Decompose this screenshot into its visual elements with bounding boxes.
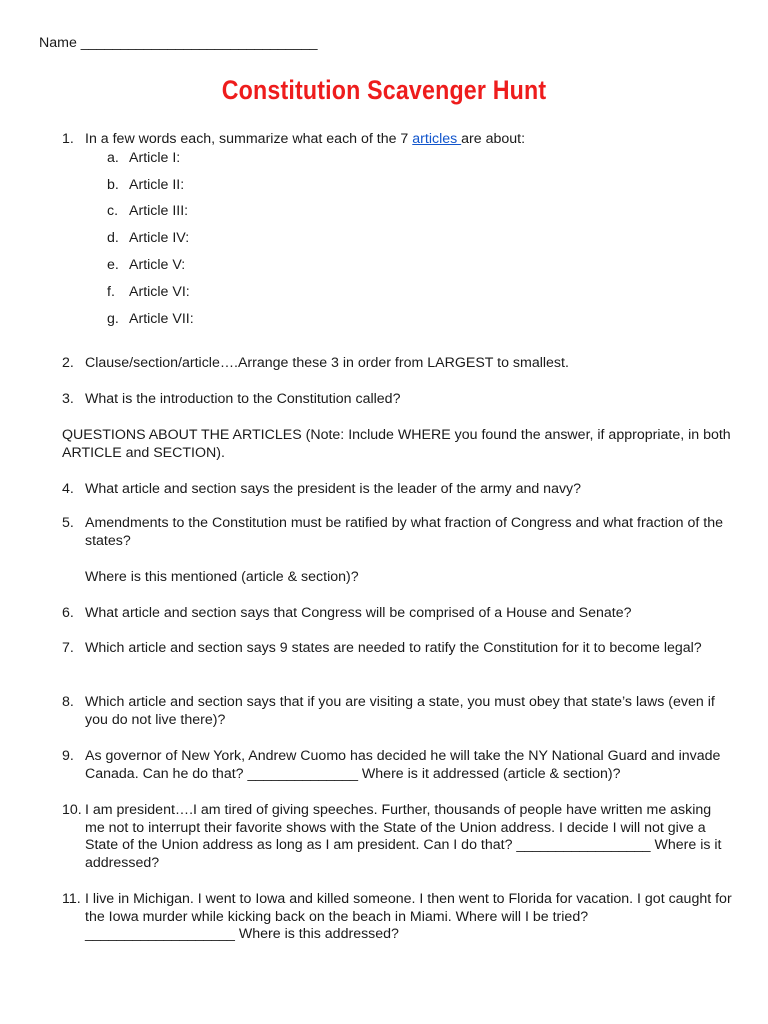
question-number: 6. [62, 605, 74, 621]
question-11 [62, 891, 732, 944]
sub-item-label: Article VII: [129, 311, 194, 327]
sub-item-letter: f. [107, 284, 115, 300]
sub-item-letter: d. [107, 230, 119, 246]
sub-item-c [107, 203, 188, 221]
question-10 [62, 802, 732, 872]
name-line: Name ______________________________ [39, 35, 318, 51]
section-heading: QUESTIONS ABOUT THE ARTICLES (Note: Include WHERE you found the answer, if appropriate, in both ARTICLE and SECTION). [62, 427, 731, 461]
question-number: 3. [62, 391, 74, 407]
sub-item-label: Article II: [129, 177, 185, 193]
question-8 [62, 694, 732, 729]
question-number: 11. [62, 891, 81, 907]
question-text: Which article and section says that if you are visiting a state, you must obey that state’s laws (even if you do not live there)? [85, 694, 715, 728]
sub-item-e [107, 257, 185, 275]
question-text: What is the introduction to the Constitution called? [85, 391, 401, 407]
sub-item-letter: e. [107, 257, 119, 273]
sub-item-label: Article V: [129, 257, 186, 273]
question-number: 10. [62, 802, 82, 818]
question-5 [62, 515, 732, 550]
question-3 [62, 391, 732, 409]
question-number: 4. [62, 481, 74, 497]
question-number: 8. [62, 694, 74, 710]
sub-item-letter: c. [107, 203, 119, 219]
sub-item-letter: a. [107, 150, 119, 166]
sub-item-letter: b. [107, 177, 119, 193]
question-number: 2. [62, 355, 74, 371]
question-text-end: are about: [461, 131, 526, 147]
question-9 [62, 748, 732, 783]
question-number: 5. [62, 515, 74, 531]
question-text: I live in Michigan. I went to Iowa and killed someone. I then went to Florida for vacation. I got caught for the Iowa murder while kicking back on the beach in Miami. Where will I be tried? ___________________ Where is this addressed? [85, 891, 732, 943]
question-text [85, 131, 732, 149]
sub-item-b [107, 177, 184, 195]
sub-item-label: Article VI: [129, 284, 190, 300]
question-text: Amendments to the Constitution must be ratified by what fraction of Congress and what fraction of the states? [85, 515, 723, 549]
sub-item-letter: g. [107, 311, 119, 327]
question-text: Clause/section/article….Arrange these 3 in order from LARGEST to smallest. [85, 355, 569, 371]
question-2 [62, 355, 732, 373]
question-number: 9. [62, 748, 74, 764]
question-1 [62, 131, 732, 149]
sub-item-label: Article IV: [129, 230, 190, 246]
worksheet-title: Constitution Scavenger Hunt [221, 75, 547, 105]
question-text: Which article and section says 9 states are needed to ratify the Constitution for it to become legal? [85, 640, 702, 656]
articles-link[interactable]: articles [412, 131, 462, 147]
question-number: 7. [62, 640, 74, 656]
sub-item-label: Article III: [129, 203, 189, 219]
question-text: As governor of New York, Andrew Cuomo has decided he will take the NY National Guard and invade Canada. Can he do that? ______________ Where is it addressed (article & section)? [85, 748, 721, 782]
question-text: What article and section says the president is the leader of the army and navy? [85, 481, 582, 497]
sub-item-label: Article I: [129, 150, 181, 166]
sub-item-f [107, 284, 190, 302]
question-text-start: In a few words each, summarize what each of the 7 [85, 131, 413, 147]
sub-item-g [107, 311, 194, 329]
question-text: What article and section says that Congress will be comprised of a House and Senate? [85, 605, 632, 621]
question-text: I am president….I am tired of giving speeches. Further, thousands of people have written me asking me not to interrupt their favorite shows with the State of the Union address. I decide I will not give a State of the Union address as long as I am president. Can I do that? _________________ Where is it addressed? [85, 802, 722, 871]
question-7 [62, 640, 732, 658]
question-followup-text: Where is this mentioned (article & section)? [85, 569, 359, 585]
question-5-followup [62, 569, 732, 587]
sub-item-d [107, 230, 189, 248]
question-6 [62, 605, 732, 623]
question-4 [62, 481, 732, 499]
sub-item-a [107, 150, 180, 168]
question-number: 1. [62, 131, 74, 147]
